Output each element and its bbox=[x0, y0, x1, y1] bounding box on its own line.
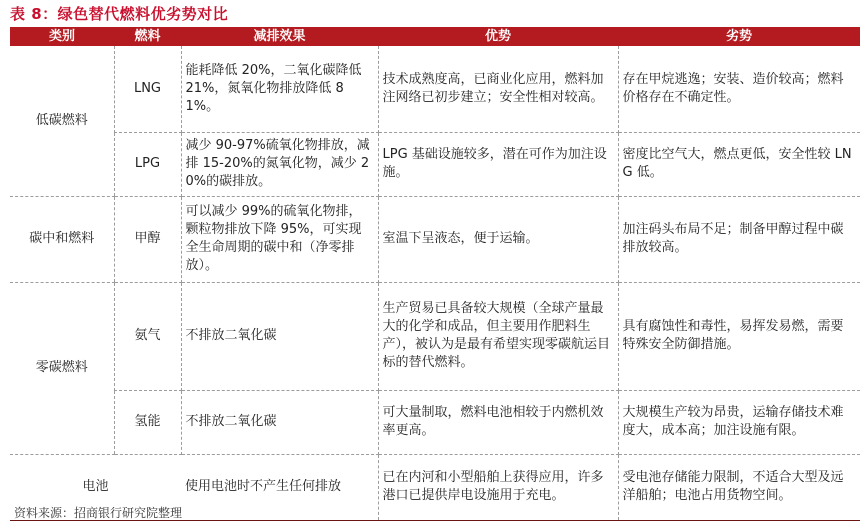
table-row bbox=[10, 196, 860, 282]
table-header-row bbox=[10, 27, 860, 46]
table-title: 表 8：绿色替代燃料优劣势对比 bbox=[10, 5, 229, 23]
fuel-cell: 氨气 bbox=[114, 282, 181, 390]
advantages-cell: 已在内河和小型船舶上获得应用，许多港口已提供岸电设施用于充电。 bbox=[378, 454, 618, 520]
reduction-cell: 可以减少 99%的硫氧化物排，颗粒物排放下降 95%，可实现全生命周期的碳中和（净零排放）。 bbox=[181, 196, 378, 282]
disadvantages-cell: 受电池存储能力限制，不适合大型及远洋船舶；电池占用货物空间。 bbox=[618, 454, 860, 520]
disadvantages-cell: 具有腐蚀性和毒性，易挥发易燃，需要特殊安全防御措施。 bbox=[618, 282, 860, 390]
table-row bbox=[10, 390, 860, 454]
table-row bbox=[10, 132, 860, 196]
fuel-cell: 甲醇 bbox=[114, 196, 181, 282]
reduction-cell: 减少 90-97%硫氧化物排放，减排 15-20%的氮氧化物，减少 20%的碳排放。 bbox=[181, 132, 378, 196]
fuel-cell: LPG bbox=[114, 132, 181, 196]
category-cell: 低碳燃料 bbox=[10, 46, 114, 196]
header-advantages: 优势 bbox=[378, 27, 618, 46]
source-note: 资料来源：招商银行研究院整理 bbox=[14, 506, 183, 520]
advantages-cell: 室温下呈液态，便于运输。 bbox=[378, 196, 618, 282]
table-row bbox=[10, 282, 860, 390]
fuel-comparison-table bbox=[10, 27, 860, 521]
advantages-cell: 技术成熟度高，已商业化应用，燃料加注网络已初步建立；安全性相对较高。 bbox=[378, 46, 618, 132]
disadvantages-cell: 加注码头布局不足；制备甲醇过程中碳排放较高。 bbox=[618, 196, 860, 282]
category-cell: 碳中和燃料 bbox=[10, 196, 114, 282]
reduction-cell: 不排放二氧化碳 bbox=[181, 282, 378, 390]
disadvantages-cell: 密度比空气大，燃点更低，安全性较 LNG 低。 bbox=[618, 132, 860, 196]
advantages-cell: 生产贸易已具备较大规模（全球产量最大的化学和成品，但主要用作肥料生产），被认为是最有希望实现零碳航运目标的替代燃料。 bbox=[378, 282, 618, 390]
header-fuel: 燃料 bbox=[114, 27, 181, 46]
header-reduction: 减排效果 bbox=[181, 27, 378, 46]
header-disadvantages: 劣势 bbox=[618, 27, 860, 46]
header-category: 类别 bbox=[10, 27, 114, 46]
disadvantages-cell: 存在甲烷逃逸；安装、造价较高；燃料价格存在不确定性。 bbox=[618, 46, 860, 132]
fuel-cell: LNG bbox=[114, 46, 181, 132]
category-cell: 电池 bbox=[10, 454, 181, 520]
reduction-cell: 能耗降低 20%，二氧化碳降低 21%，氮氧化物排放降低 81%。 bbox=[181, 46, 378, 132]
category-cell: 零碳燃料 bbox=[10, 282, 114, 454]
table-row bbox=[10, 46, 860, 132]
reduction-cell: 使用电池时不产生任何排放 bbox=[181, 454, 378, 520]
advantages-cell: 可大量制取，燃料电池相较于内燃机效率更高。 bbox=[378, 390, 618, 454]
fuel-cell: 氢能 bbox=[114, 390, 181, 454]
advantages-cell: LPG 基础设施较多，潜在可作为加注设施。 bbox=[378, 132, 618, 196]
reduction-cell: 不排放二氧化碳 bbox=[181, 390, 378, 454]
disadvantages-cell: 大规模生产较为昂贵，运输存储技术难度大，成本高；加注设施有限。 bbox=[618, 390, 860, 454]
